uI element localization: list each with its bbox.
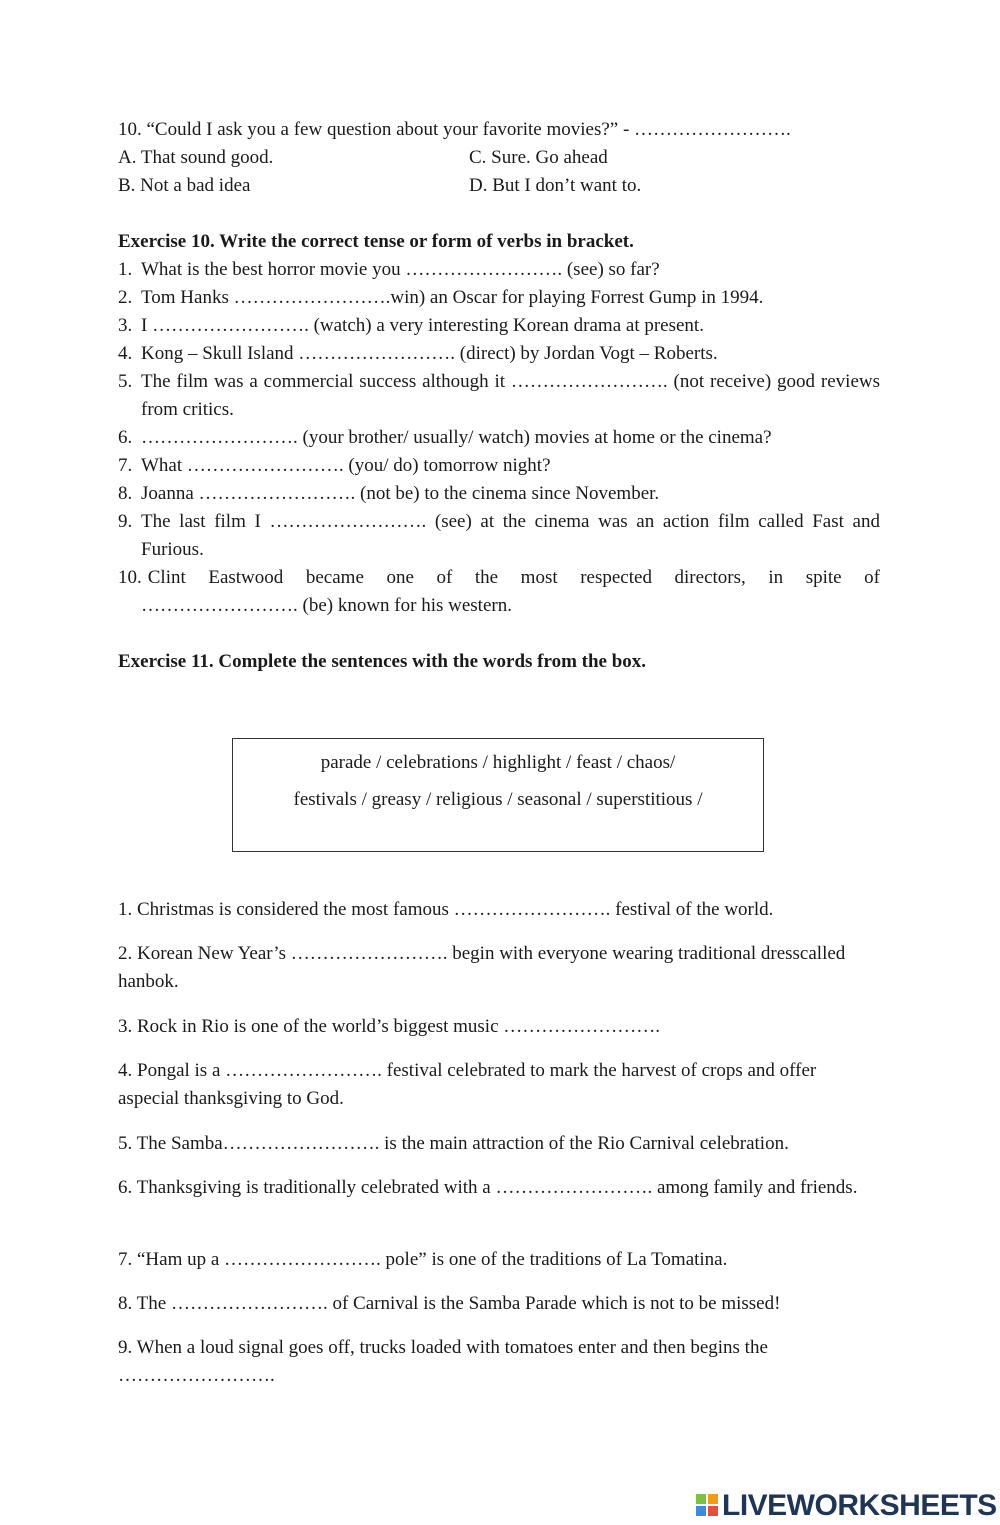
liveworksheets-logo-text: LIVEWORKSHEETS [722, 1489, 997, 1522]
exercise10-item-5 [118, 368, 880, 424]
exercise10-item-9 [118, 508, 880, 564]
item-number: 3. [118, 315, 133, 336]
item-number: 4. [118, 343, 133, 364]
q10-question: 10. “Could I ask you a few question about your favorite movies?” - ……………………. [118, 119, 791, 140]
item-number: 7. [118, 455, 133, 476]
exercise10-item-10-line2: ……………………. (be) known for his western. [141, 595, 512, 616]
liveworksheets-logo [696, 1488, 997, 1524]
exercise10-item-7 [118, 452, 880, 480]
exercise11-sentence-8: 8. The ……………………. of Carnival is the Samba Parade which is not to be missed! [118, 1293, 781, 1314]
item-text: ……………………. (your brother/ usually/ watch) movies at home or the cinema? [141, 427, 772, 448]
item-text: The film was a commercial success although it ……………………. (not receive) good reviews from critics. [141, 371, 880, 420]
exercise11-sentence-9: 9. When a loud signal goes off, trucks loaded with tomatoes enter and then begins the ……………………. [118, 1337, 768, 1386]
liveworksheets-logo-icon [696, 1492, 720, 1520]
item-text-line1: Clint Eastwood became one of the most respected directors, in spite of [147, 567, 880, 588]
item-number: 8. [118, 483, 133, 504]
item-number: 6. [118, 427, 133, 448]
exercise11-title: Exercise 11. Complete the sentences with the words from the box. [118, 651, 647, 672]
exercise11-sentence-3: 3. Rock in Rio is one of the world’s biggest music ……………………. [118, 1016, 661, 1037]
word-box-line-1: parade / celebrations / highlight / feast / chaos/ [320, 752, 676, 773]
item-text: Joanna ……………………. (not be) to the cinema since November. [141, 483, 660, 504]
item-number: 9. [118, 511, 133, 532]
exercise10-item-2 [118, 284, 880, 312]
q10-option-d[interactable]: D. But I don’t want to. [469, 175, 642, 196]
item-number: 10. [118, 567, 142, 588]
exercise10-item-8 [118, 480, 880, 508]
q10-option-c[interactable]: C. Sure. Go ahead [469, 147, 608, 168]
exercise11-sentence-6: 6. Thanksgiving is traditionally celebrated with a ……………………. among family and friends. [118, 1177, 858, 1198]
item-text: What is the best horror movie you ……………………. (see) so far? [141, 259, 660, 280]
item-text: The last film I ……………………. (see) at the cinema was an action film called Fast and Furious. [141, 511, 880, 560]
item-text: Tom Hanks …………………….win) an Oscar for playing Forrest Gump in 1994. [141, 287, 764, 308]
exercise11-sentence-4: 4. Pongal is a ……………………. festival celebrated to mark the harvest of crops and offer aspecial thanksgiving to God. [118, 1060, 817, 1109]
q10-option-a[interactable]: A. That sound good. [118, 147, 274, 168]
item-text: What ……………………. (you/ do) tomorrow night? [141, 455, 551, 476]
item-text: Kong – Skull Island ……………………. (direct) by Jordan Vogt – Roberts. [141, 343, 718, 364]
item-number: 2. [118, 287, 133, 308]
exercise10-item-10 [118, 564, 880, 592]
word-box-line-2: festivals / greasy / religious / seasonal / superstitious / [293, 789, 703, 810]
exercise11-sentence-2: 2. Korean New Year’s ……………………. begin with everyone wearing traditional dresscalled hanbok. [118, 943, 846, 992]
exercise11-sentence-5: 5. The Samba……………………. is the main attraction of the Rio Carnival celebration. [118, 1133, 789, 1154]
exercise10-title: Exercise 10. Write the correct tense or form of verbs in bracket. [118, 231, 634, 252]
q10-option-b[interactable]: B. Not a bad idea [118, 175, 251, 196]
item-number: 5. [118, 371, 133, 392]
item-number: 1. [118, 259, 133, 280]
exercise10-item-1 [118, 256, 880, 284]
item-text: I ……………………. (watch) a very interesting Korean drama at present. [141, 315, 704, 336]
exercise10-item-6 [118, 424, 880, 452]
word-box [232, 738, 764, 852]
exercise11-sentence-7: 7. “Ham up a ……………………. pole” is one of the traditions of La Tomatina. [118, 1249, 728, 1270]
exercise10-item-3 [118, 312, 880, 340]
exercise11-sentence-1: 1. Christmas is considered the most famous ……………………. festival of the world. [118, 899, 774, 920]
exercise10-item-4 [118, 340, 880, 368]
